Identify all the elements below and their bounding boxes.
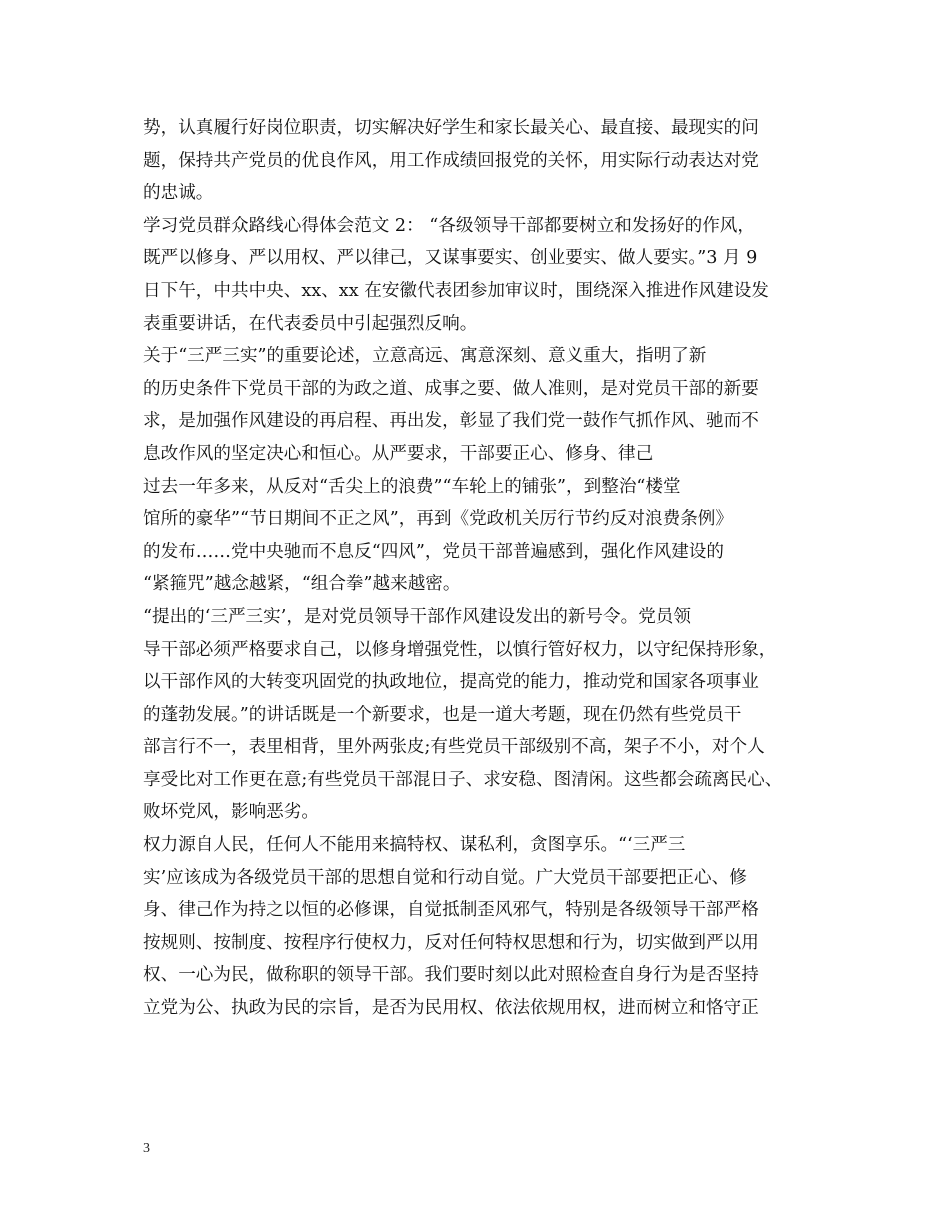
- text-line: 实’应该成为各级党员干部的思想自觉和行动自觉。广大党员干部要把正心、修: [143, 867, 747, 888]
- text-line: 享受比对工作更在意;有些党员干部混日子、求安稳、图清闲。这些都会疏离民心、: [143, 769, 783, 790]
- text-line: 权力源自人民，任何人不能用来搞特权、谋私利，贪图享乐。“‘三严三: [143, 835, 686, 856]
- text-line: 的蓬勃发展。”的讲话既是一个新要求，也是一道大考题，现在仍然有些党员干: [143, 704, 742, 725]
- text-line: 过去一年多来，从反对“舌尖上的浪费”“车轮上的铺张”，到整治“楼堂: [143, 476, 681, 497]
- text-line: 势，认真履行好岗位职责，切实解决好学生和家长最关心、最直接、最现实的问: [143, 118, 759, 138]
- text-line: 关于“三严三实”的重要论述，立意高远、寓意深刻、意义重大，指明了新: [143, 346, 707, 367]
- text-line: 按规则、按制度、按程序行使权力，反对任何特权思想和行为，切实做到严以用: [143, 932, 759, 953]
- text-line: 题，保持共产党员的优良作风，用工作成绩回报党的关怀，用实际行动表达对党: [143, 150, 759, 171]
- text-line: “紧箍咒”越念越紧，“组合拳”越来越密。: [143, 574, 461, 595]
- text-line: 身、律己作为持之以恒的必修课，自觉抵制歪风邪气，特别是各级领导干部严格: [143, 900, 759, 921]
- text-line: 表重要讲话，在代表委员中引起强烈反响。: [143, 313, 478, 334]
- document-body: [143, 112, 823, 1025]
- text-line: 馆所的豪华”“节日期间不正之风”，再到《党政机关厉行节约反对浪费条例》: [143, 509, 733, 530]
- text-line: 的发布……党中央驰而不息反“四风”，党员干部普遍感到，强化作风建设的: [143, 541, 724, 562]
- text-line: 导干部必须严格要求自己，以修身增强党性，以慎行管好权力，以守纪保持形象，: [143, 639, 777, 660]
- text-line: 息改作风的坚定决心和恒心。从严要求，干部要正心、修身、律己: [143, 443, 654, 464]
- text-line: 既严以修身、严以用权、严以律己，又谋事要实、创业要实、做人要实。”3 月 9: [143, 248, 758, 269]
- text-line: 学习党员群众路线心得体会范文 2： “各级领导干部都要树立和发扬好的作风，: [143, 215, 755, 236]
- text-line: 权、一心为民，做称职的领导干部。我们要时刻以此对照检查自身行为是否坚持: [143, 965, 759, 986]
- text-line: 以干部作风的大转变巩固党的执政地位，提高党的能力，推动党和国家各项事业: [143, 672, 759, 693]
- page-number: 3: [143, 1141, 150, 1156]
- text-line: 的历史条件下党员干部的为政之道、成事之要、做人准则，是对党员干部的新要: [143, 378, 759, 399]
- text-line: “提出的‘三严三实’，是对党员领导干部作风建设发出的新号令。党员领: [143, 606, 691, 627]
- text-line: 部言行不一，表里相背，里外两张皮;有些党员干部级别不高，架子不小，对个人: [143, 737, 765, 758]
- text-line: 日下午，中共中央、xx、xx 在安徽代表团参加审议时，围绕深入推进作风建设发: [143, 280, 769, 301]
- text-line: 求，是加强作风建设的再启程、再出发，彰显了我们党一鼓作气抓作风、驰而不: [143, 411, 759, 432]
- text-line: 的忠诚。: [143, 183, 214, 204]
- text-line: 败坏党风，影响恶劣。: [143, 802, 319, 823]
- text-line: 立党为公、执政为民的宗旨，是否为民用权、依法依规用权，进而树立和恪守正: [143, 998, 759, 1019]
